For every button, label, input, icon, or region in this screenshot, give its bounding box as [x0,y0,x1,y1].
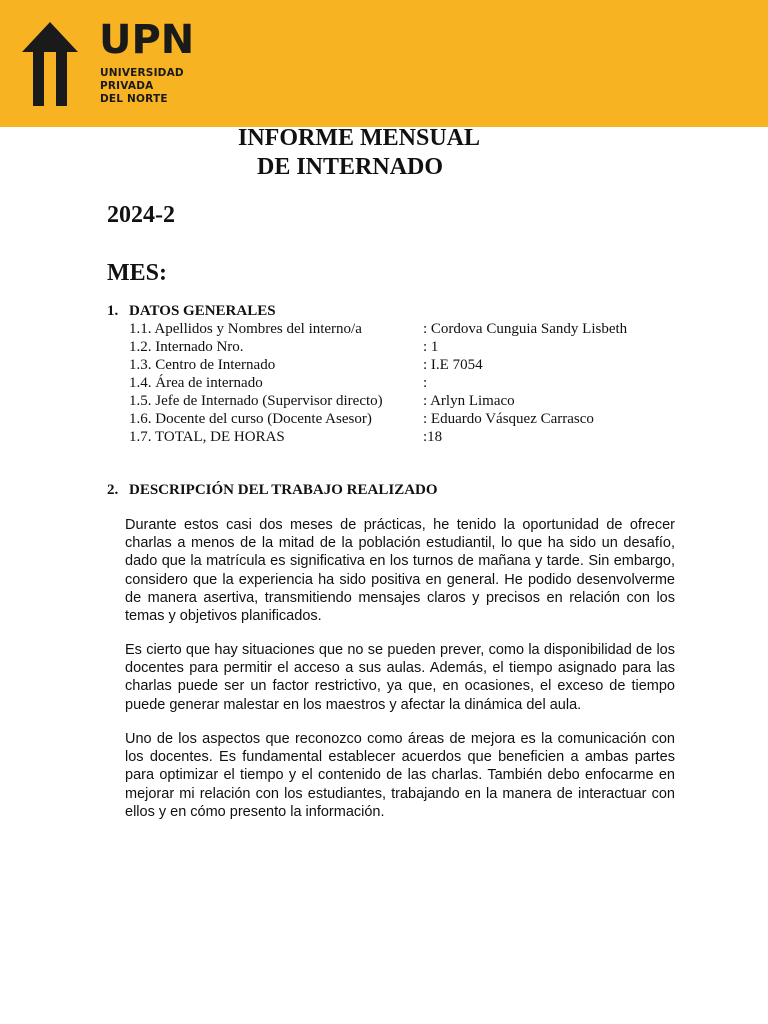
document-title-line-1: INFORME MENSUAL [238,125,481,151]
data-row-label: 1.5. Jefe de Internado (Supervisor directo) [129,393,383,409]
paragraph: Es cierto que hay situaciones que no se pueden prever, como la disponibilidad de los docentes para permitir el acceso a sus aulas. Además, el tiempo asignado para las charlas puede ser un factor restrictivo, ya que, en ocasiones, el exceso de tiempo puede generar malestar en los maestros y afectar la dinámica del aula. [125,642,675,713]
data-row-value: : Eduardo Vásquez Carrasco [423,411,594,427]
section-1-number: 1. [107,303,119,319]
data-row [129,338,689,356]
document-title-line-2: DE INTERNADO [257,154,444,180]
logo-wordmark: UPN [99,17,195,63]
data-row [129,428,689,446]
paragraph: Uno de los aspectos que reconozco como áreas de mejora es la comunicación con los docentes. Es fundamental establecer acuerdos que beneficien a ambas partes para optimizar el tiempo y el contenido de las charlas. También debo enfocarme en mejorar mi relación con los estudiantes, trabajando en la manera de interactuar con ellos y en cómo presento la información. [125,731,675,820]
data-row-label: 1.1. Apellidos y Nombres del interno/a [129,321,362,337]
section-2-title: DESCRIPCIÓN DEL TRABAJO REALIZADO [129,482,438,498]
data-row-value: :18 [423,429,443,445]
data-row-value: : 1 [423,339,439,355]
section-2-heading [107,481,438,499]
data-row-label: 1.4. Área de internado [129,375,263,391]
period-label: 2024-2 [107,202,175,228]
data-row-value: : [423,375,428,391]
data-row [129,374,689,392]
data-row-label: 1.7. TOTAL, DE HORAS [129,429,285,445]
section-1-title: DATOS GENERALES [129,303,276,319]
logo-line-2: PRIVADA [100,80,154,92]
data-row-label: 1.2. Internado Nro. [129,339,244,355]
data-row [129,320,689,338]
paragraph: Durante estos casi dos meses de prácticas, he tenido la oportunidad de ofrecer charlas a menos de la mitad de la población estudiantil, lo que ha sido un desafío, dado que la matrícula es significativa en los turnos de mañana y tarde. Sin embargo, considero que la experiencia ha sido positiva en general. He podido desenvolverme de manera asertiva, transmitiendo mensajes claros y precisos en relación con los temas y objetivos planificados. [125,517,675,625]
data-row [129,410,689,428]
data-row-label: 1.6. Docente del curso (Docente Asesor) [129,411,372,427]
data-row [129,356,689,374]
data-row-value: : Cordova Cunguia Sandy Lisbeth [423,321,628,337]
section-1-heading [107,302,276,320]
section-2-number: 2. [107,482,119,498]
data-row-value: : Arlyn Limaco [423,393,515,409]
logo-line-1: UNIVERSIDAD [100,67,184,79]
upn-arrow-logo-icon [22,22,78,106]
logo-line-3: DEL NORTE [100,93,168,105]
month-label: MES: [107,260,167,286]
data-row [129,392,689,410]
header-band [0,0,768,127]
data-row-value: : I.E 7054 [423,357,483,373]
data-row-label: 1.3. Centro de Internado [129,357,276,373]
